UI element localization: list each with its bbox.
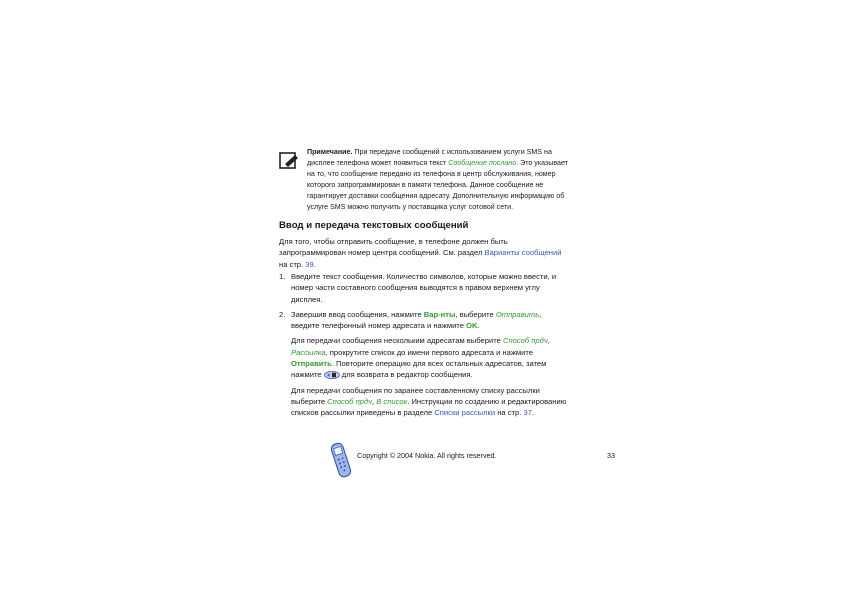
link-page-39[interactable]: 39 xyxy=(305,259,314,269)
link-distribution-lists[interactable]: Списки рассылки xyxy=(434,408,496,418)
list-item xyxy=(279,309,569,332)
step-text: , выберите xyxy=(455,309,496,319)
step-number: 2. xyxy=(279,309,286,319)
key-send-method: Способ прдч xyxy=(502,336,548,346)
list-item xyxy=(279,271,569,305)
copyright-footer: Copyright © 2004 Nokia. All rights reserved. xyxy=(357,451,497,460)
link-message-settings[interactable]: Варианты сообщений xyxy=(484,248,562,258)
intro-paragraph xyxy=(279,236,569,270)
para-text: . xyxy=(531,408,535,418)
step-subparagraphs xyxy=(279,335,569,418)
key-to-list: В список xyxy=(376,396,408,406)
steps-list xyxy=(279,271,569,423)
note-label: Примечание. xyxy=(307,148,353,156)
para-text: для возврата в редактор сообщения. xyxy=(339,370,473,380)
key-send-method: Способ прдч xyxy=(327,396,372,406)
step-text: . xyxy=(477,321,480,331)
note-text-rest: . Это указывает на то, что сообщение передано из телефона в центр обслуживания, номер которого запрограммирован в памяти телефона. Данное сообщение не гарантирует доставки сообщения адресату. Дополнительную информацию об услуге SMS можно получить у поставщика услуг сотовой сети. xyxy=(307,159,568,212)
nokia-phone-icon xyxy=(330,441,352,479)
para-text: , прокрутите список до имени первого адресата и нажмите xyxy=(325,347,533,357)
key-send-bold: Отправить xyxy=(291,359,332,369)
page-number: 33 xyxy=(607,451,615,460)
para-text: . Инструкции по созданию и редактированию списков рассылки приведены в разделе xyxy=(291,396,567,418)
key-options: Вар-нты xyxy=(423,309,456,319)
step-number: 1. xyxy=(279,272,286,281)
para-text: , xyxy=(372,396,377,406)
intro-text: Для того, чтобы отправить сообщение, в телефоне должен быть запрограммирован номер центра сообщений. См. раздел xyxy=(279,237,508,258)
step-text: , введите телефонный номер адресата и нажмите xyxy=(291,309,542,331)
paragraph-distribution-list xyxy=(291,385,569,419)
link-page-37[interactable]: 37 xyxy=(523,408,532,418)
para-text: Для передачи сообщения по заранее составленному списку рассылки выберите xyxy=(291,385,540,406)
step-text: Завершив ввод сообщения, нажмите xyxy=(291,309,424,319)
scroll-key-icon xyxy=(324,371,340,379)
note-box xyxy=(307,147,569,214)
step-text: Введите текст сообщения. Количество символов, которые можно ввести, и номер части составного сообщения выводятся в правом верхнем углу дисплея. xyxy=(291,272,557,304)
para-text: на стр. xyxy=(495,408,524,418)
key-multiple: Рассылка xyxy=(291,347,326,357)
note-icon xyxy=(279,151,299,171)
note-highlight: Сообщение послано xyxy=(448,159,517,168)
note-text: При передаче сообщений с использованием услуги SMS на дисплее телефона может появиться текст xyxy=(307,148,552,168)
key-ok: OK xyxy=(466,321,478,331)
para-text: , xyxy=(547,336,550,346)
key-send: Отправить xyxy=(495,309,540,319)
section-title: Ввод и передача текстовых сообщений xyxy=(279,220,469,231)
paragraph-multiple-recipients xyxy=(291,335,569,380)
para-text: . Повторите операцию для всех остальных адресатов, затем нажмите xyxy=(291,359,547,380)
para-text: Для передачи сообщения нескольким адресатам выберите xyxy=(291,336,503,346)
intro-text-2: на стр. xyxy=(279,259,306,269)
intro-text-3: . xyxy=(313,259,316,269)
